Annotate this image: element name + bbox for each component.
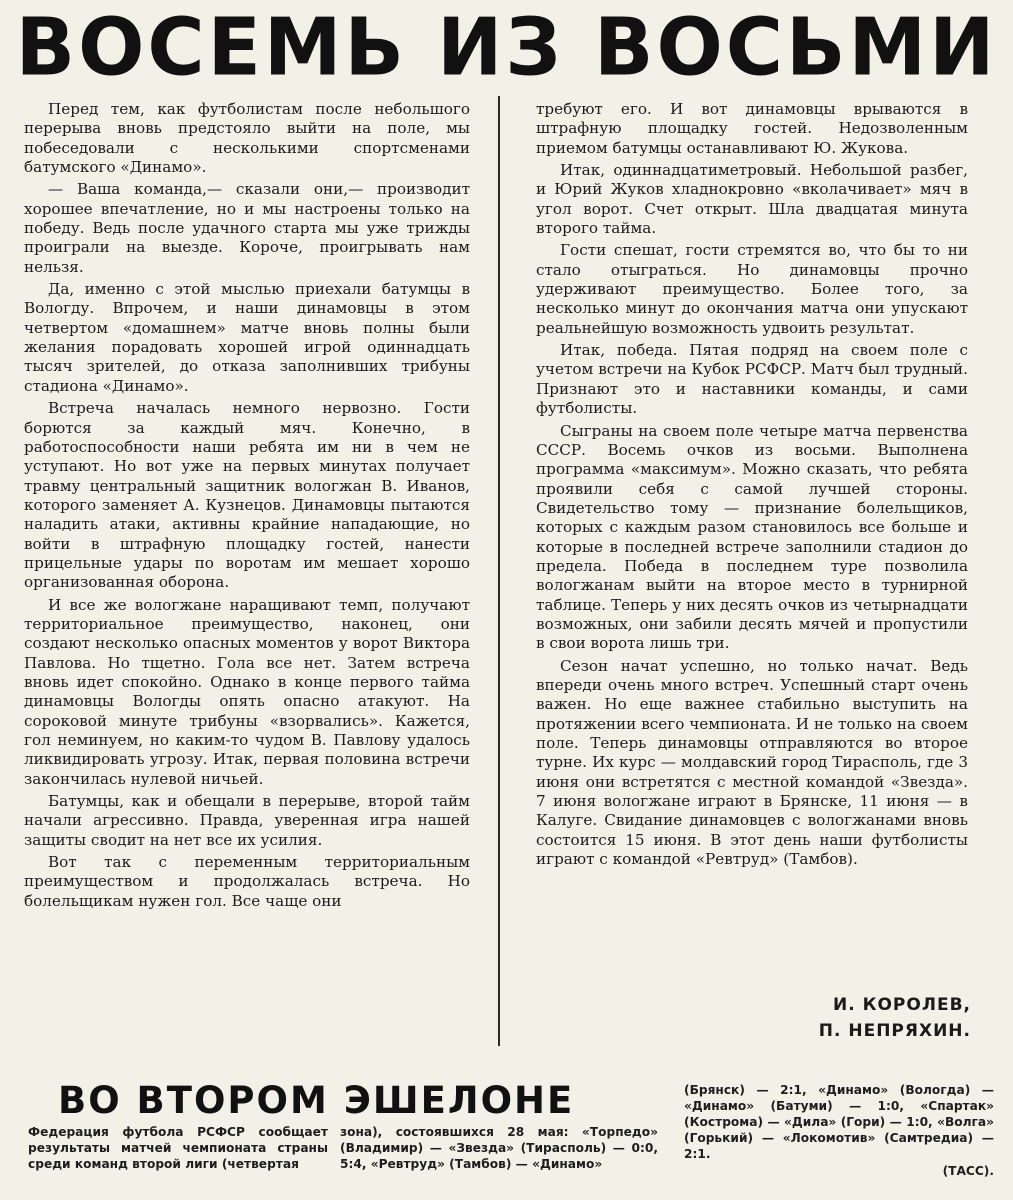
news-source: (ТАСС). <box>942 1164 994 1178</box>
paragraph: Сезон начат успешно, но только начат. Ведь впереди очень много встреч. Успешный старт очень важен. Но еще важнее стабильно выступить на протяжении всего чемпионата. И не только на своем поле. Теперь динамовцы отправляются во второе турне. Их курс — молдавский город Тирасполь, где 3 июня они встретятся с местной командой «Звезда». 7 июня вологжане играют в Брянске, 11 июня — в Калуге. Свидание динамовцев с вологжанами вновь состоится 15 июня. В этот день наши футболисты играют с командой «Ревтруд» (Тамбов). <box>536 656 968 869</box>
paragraph: Сыграны на своем поле четыре матча первенства СССР. Восемь очков из восьми. Выполнена программа «максимум». Можно сказать, что ребята проявили себя с самой лучшей стороны. Свидетельство тому — признание болельщиков, которых с каждым разом становилось все больше и которые в последней встрече заполнили стадион до предела. Победа в последнем туре позволила вологжанам выйти на второе место в турнирной таблице. Теперь у них десять очков из четырнадцати возможных, они забили десять мячей и пропустили в свои ворота лишь три. <box>536 421 968 653</box>
article-headline: ВОСЕМЬ ИЗ ВОСЬМИ <box>15 2 998 94</box>
paragraph: Итак, победа. Пятая подряд на своем поле с учетом встречи на Кубок РСФСР. Матч был трудный. Признают это и наставники команды, и сами футболисты. <box>536 341 968 418</box>
author-name: И. КОРОЛЕВ, <box>832 995 971 1015</box>
paragraph: Батумцы, как и обещали в перерыве, второй тайм начали агрессивно. Правда, уверенная игра нашей защиты сводит на нет все их усилия. <box>24 792 470 849</box>
paragraph: — Ваша команда,— сказали они,— производит хорошее впечатление, но и мы настроены только на победу. Ведь после удачного старта мы уже трижды проиграли на выезде. Короче, проигрывать нам нельзя. <box>24 180 470 276</box>
article-column-right <box>536 100 968 1030</box>
paragraph: Перед тем, как футболистам после небольшого перерыва вновь предстояло выйти на поле, мы побеседовали с несколькими спортсменами батумского «Динамо». <box>24 100 470 177</box>
news-column-1: Федерация футбола РСФСР сообщает результаты матчей чемпионата страны среди команд второй лиги (четвертая <box>28 1125 328 1171</box>
paragraph: Вот так с переменным территориальным преимуществом и продолжалась встреча. Но болельщикам нужен гол. Все чаще они <box>24 853 470 910</box>
article-column-left <box>24 100 470 1050</box>
paragraph: И все же вологжане наращивают темп, получают территориальное преимущество, наконец, они создают несколько опасных моментов у ворот Виктора Павлова. Но тщетно. Гола все нет. Затем встреча вновь идет спокойно. Однако в конце первого тайма динамовцы Вологды опять опасно атакуют. На сороковой минуте трибуны «взорвались». Кажется, гол неминуем, но каким-то чудом В. Павлову удалось ликвидировать угрозу. Итак, первая половина встречи закончилась нулевой ничьей. <box>24 595 470 788</box>
news-results: (Брянск) — 2:1, «Динамо» (Вологда) — «Динамо» (Батуми) — 1:0, «Спартак» (Кострома) — «Дила» (Гори) — 1:0, «Волга» (Горький) — «Локомотив» (Самтредиа) — 2:1. <box>684 1083 994 1161</box>
paragraph: Встреча началась немного нервозно. Гости борются за каждый мяч. Конечно, в работоспособности наши ребята им ни в чем не уступают. Но вот уже на первых минутах получает травму центральный защитник вологжан В. Иванов, которого заменяет А. Кузнецов. Динамовцы пытаются наладить атаки, активны крайние нападающие, но войти в штрафную площадку гостей, нанести прицельные удары по воротам им мешает хорошо организованная оборона. <box>24 399 470 592</box>
news-column-2: зона), состоявшихся 28 мая: «Торпедо» (Владимир) — «Звезда» (Тирасполь) — 0:0, 5:4, «Ревтруд» (Тамбов) — «Динамо» <box>340 1125 658 1171</box>
paragraph: Да, именно с этой мыслью приехали батумцы в Вологду. Впрочем, и наши динамовцы в этом четвертом «домашнем» матче вновь полны были желания порадовать хорошей игрой одиннадцать тысяч зрителей, до отказа заполнивших трибуны стадиона «Динамо». <box>24 280 470 395</box>
news-column-3 <box>684 1082 994 1192</box>
paragraph: Гости спешат, гости стремятся во, что бы то ни стало отыграться. Но динамовцы прочно удерживают преимущество. Более того, за несколько минут до окончания матча они упускают реальнейшую возможность удвоить результат. <box>536 241 968 337</box>
author-name: П. НЕПРЯХИН. <box>818 1021 971 1041</box>
news-headline: ВО ВТОРОМ ЭШЕЛОНЕ <box>58 1079 575 1122</box>
paragraph: Итак, одиннадцатиметровый. Небольшой разбег, и Юрий Жуков хладнокровно «вколачивает» мяч в угол ворот. Счет открыт. Шла двадцатая минута второго тайма. <box>536 161 968 238</box>
paragraph: требуют его. И вот динамовцы врываются в штрафную площадку гостей. Недозволенным приемом батумцы останавливают Ю. Жукова. <box>536 100 968 157</box>
column-divider <box>498 96 500 1046</box>
author-signature <box>731 992 971 1044</box>
